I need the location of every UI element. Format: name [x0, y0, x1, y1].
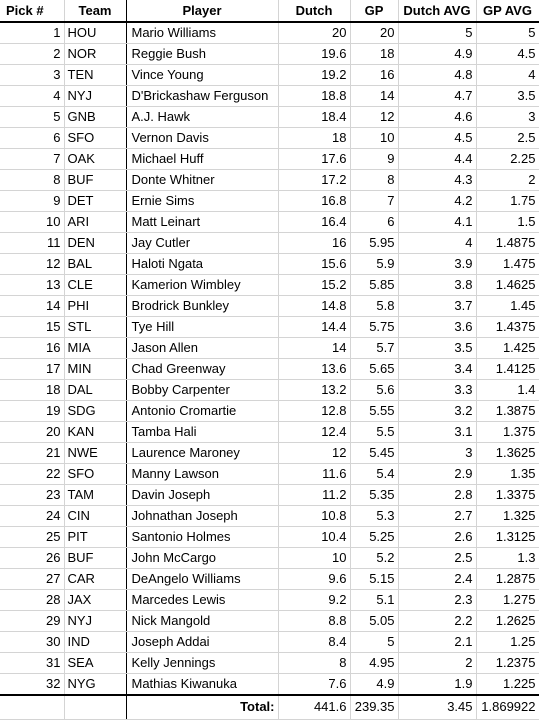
- cell-player[interactable]: Laurence Maroney: [126, 443, 278, 464]
- cell-pick[interactable]: 2: [0, 44, 64, 65]
- cell-dutch-avg[interactable]: 4.5: [398, 128, 476, 149]
- cell-gp-avg[interactable]: 1.425: [476, 338, 539, 359]
- cell-gp-avg[interactable]: 2.25: [476, 149, 539, 170]
- cell-dutch[interactable]: 10.4: [278, 527, 350, 548]
- cell-dutch[interactable]: 16.8: [278, 191, 350, 212]
- cell-team[interactable]: TEN: [64, 65, 126, 86]
- cell-team[interactable]: NYJ: [64, 611, 126, 632]
- cell-gp[interactable]: 5.55: [350, 401, 398, 422]
- cell-pick[interactable]: 30: [0, 632, 64, 653]
- cell-player[interactable]: Marcedes Lewis: [126, 590, 278, 611]
- cell-pick[interactable]: 17: [0, 359, 64, 380]
- cell-dutch[interactable]: 15.2: [278, 275, 350, 296]
- cell-dutch[interactable]: 12: [278, 443, 350, 464]
- cell-gp-avg[interactable]: 3: [476, 107, 539, 128]
- column-header-dutch-avg[interactable]: Dutch AVG: [398, 0, 476, 22]
- cell-dutch[interactable]: 18: [278, 128, 350, 149]
- cell-player[interactable]: Kelly Jennings: [126, 653, 278, 674]
- cell-player[interactable]: Jay Cutler: [126, 233, 278, 254]
- table-row: [0, 422, 539, 443]
- cell-team[interactable]: JAX: [64, 590, 126, 611]
- cell-team[interactable]: BUF: [64, 170, 126, 191]
- cell-pick[interactable]: 26: [0, 548, 64, 569]
- cell-player[interactable]: Ernie Sims: [126, 191, 278, 212]
- cell-player[interactable]: Nick Mangold: [126, 611, 278, 632]
- cell-gp[interactable]: 4.9: [350, 674, 398, 696]
- cell-gp-avg[interactable]: 1.3: [476, 548, 539, 569]
- cell-team[interactable]: SEA: [64, 653, 126, 674]
- cell-gp[interactable]: 5.75: [350, 317, 398, 338]
- cell-player[interactable]: Donte Whitner: [126, 170, 278, 191]
- cell-player[interactable]: Chad Greenway: [126, 359, 278, 380]
- table-row: [0, 359, 539, 380]
- cell-gp[interactable]: 5.95: [350, 233, 398, 254]
- cell-pick[interactable]: 12: [0, 254, 64, 275]
- table-row: [0, 65, 539, 86]
- cell-pick[interactable]: 27: [0, 569, 64, 590]
- cell-dutch-avg[interactable]: 4.3: [398, 170, 476, 191]
- table-row: [0, 170, 539, 191]
- cell-gp[interactable]: 5.15: [350, 569, 398, 590]
- cell-pick[interactable]: 25: [0, 527, 64, 548]
- cell-pick[interactable]: 8: [0, 170, 64, 191]
- cell-player[interactable]: John McCargo: [126, 548, 278, 569]
- table-row: [0, 86, 539, 107]
- cell-team[interactable]: CLE: [64, 275, 126, 296]
- cell-player[interactable]: Johnathan Joseph: [126, 506, 278, 527]
- cell-dutch-avg[interactable]: 2.5: [398, 548, 476, 569]
- total-empty-cell[interactable]: [0, 695, 64, 719]
- cell-gp-avg[interactable]: 3.5: [476, 86, 539, 107]
- cell-dutch[interactable]: 10: [278, 548, 350, 569]
- table-row: [0, 317, 539, 338]
- cell-dutch[interactable]: 10.8: [278, 506, 350, 527]
- cell-dutch-avg[interactable]: 3.6: [398, 317, 476, 338]
- cell-gp-avg[interactable]: 1.5: [476, 212, 539, 233]
- cell-dutch-avg[interactable]: 2.8: [398, 485, 476, 506]
- cell-dutch[interactable]: 14.8: [278, 296, 350, 317]
- cell-dutch[interactable]: 11.6: [278, 464, 350, 485]
- cell-team[interactable]: BAL: [64, 254, 126, 275]
- cell-gp-avg[interactable]: 1.375: [476, 422, 539, 443]
- cell-dutch-avg[interactable]: 2.4: [398, 569, 476, 590]
- header-row: [0, 0, 539, 22]
- cell-dutch[interactable]: 8.4: [278, 632, 350, 653]
- cell-player[interactable]: Matt Leinart: [126, 212, 278, 233]
- cell-dutch[interactable]: 19.6: [278, 44, 350, 65]
- cell-dutch-avg[interactable]: 3.5: [398, 338, 476, 359]
- cell-gp-avg[interactable]: 1.2875: [476, 569, 539, 590]
- cell-player[interactable]: DeAngelo Williams: [126, 569, 278, 590]
- cell-gp-avg[interactable]: 4.5: [476, 44, 539, 65]
- cell-team[interactable]: BUF: [64, 548, 126, 569]
- cell-dutch-avg[interactable]: 2.7: [398, 506, 476, 527]
- table-row: [0, 464, 539, 485]
- cell-pick[interactable]: 13: [0, 275, 64, 296]
- table-row: [0, 254, 539, 275]
- cell-dutch-avg[interactable]: 2.6: [398, 527, 476, 548]
- cell-player[interactable]: Jason Allen: [126, 338, 278, 359]
- table-row: [0, 674, 539, 696]
- cell-gp[interactable]: 20: [350, 22, 398, 44]
- cell-dutch-avg[interactable]: 3.3: [398, 380, 476, 401]
- column-header-gp-avg[interactable]: GP AVG: [476, 0, 539, 22]
- cell-team[interactable]: KAN: [64, 422, 126, 443]
- cell-dutch[interactable]: 12.4: [278, 422, 350, 443]
- cell-pick[interactable]: 16: [0, 338, 64, 359]
- table-row: [0, 443, 539, 464]
- cell-dutch-avg[interactable]: 3.7: [398, 296, 476, 317]
- cell-gp[interactable]: 12: [350, 107, 398, 128]
- cell-player[interactable]: Haloti Ngata: [126, 254, 278, 275]
- cell-dutch[interactable]: 19.2: [278, 65, 350, 86]
- cell-gp[interactable]: 5.7: [350, 338, 398, 359]
- cell-dutch-avg[interactable]: 4.9: [398, 44, 476, 65]
- cell-dutch-avg[interactable]: 4: [398, 233, 476, 254]
- cell-team[interactable]: OAK: [64, 149, 126, 170]
- total-gp[interactable]: 239.35: [350, 695, 398, 719]
- table-row: [0, 107, 539, 128]
- cell-dutch-avg[interactable]: 3.2: [398, 401, 476, 422]
- cell-gp-avg[interactable]: 1.45: [476, 296, 539, 317]
- total-label[interactable]: Total:: [126, 695, 278, 719]
- column-header-dutch[interactable]: Dutch: [278, 0, 350, 22]
- table-row: [0, 44, 539, 65]
- cell-gp[interactable]: 5.85: [350, 275, 398, 296]
- cell-gp-avg[interactable]: 1.2625: [476, 611, 539, 632]
- table-row: [0, 485, 539, 506]
- cell-dutch[interactable]: 18.4: [278, 107, 350, 128]
- table-row: [0, 527, 539, 548]
- cell-team[interactable]: DAL: [64, 380, 126, 401]
- cell-player[interactable]: Manny Lawson: [126, 464, 278, 485]
- table-row: [0, 191, 539, 212]
- cell-dutch[interactable]: 9.6: [278, 569, 350, 590]
- cell-gp[interactable]: 5.8: [350, 296, 398, 317]
- cell-gp[interactable]: 5.3: [350, 506, 398, 527]
- table-row: [0, 590, 539, 611]
- cell-player[interactable]: A.J. Hawk: [126, 107, 278, 128]
- cell-gp[interactable]: 16: [350, 65, 398, 86]
- cell-player[interactable]: Kamerion Wimbley: [126, 275, 278, 296]
- cell-gp-avg[interactable]: 1.325: [476, 506, 539, 527]
- cell-dutch-avg[interactable]: 4.1: [398, 212, 476, 233]
- total-dutch[interactable]: 441.6: [278, 695, 350, 719]
- cell-gp-avg[interactable]: 1.3125: [476, 527, 539, 548]
- cell-player[interactable]: Brodrick Bunkley: [126, 296, 278, 317]
- cell-gp[interactable]: 18: [350, 44, 398, 65]
- cell-gp-avg[interactable]: 1.3875: [476, 401, 539, 422]
- cell-gp[interactable]: 5.4: [350, 464, 398, 485]
- cell-pick[interactable]: 15: [0, 317, 64, 338]
- cell-pick[interactable]: 7: [0, 149, 64, 170]
- cell-player[interactable]: Reggie Bush: [126, 44, 278, 65]
- cell-gp-avg[interactable]: 4: [476, 65, 539, 86]
- cell-player[interactable]: Michael Huff: [126, 149, 278, 170]
- cell-team[interactable]: PIT: [64, 527, 126, 548]
- cell-gp-avg[interactable]: 1.75: [476, 191, 539, 212]
- table-row: [0, 338, 539, 359]
- cell-gp-avg[interactable]: 2.5: [476, 128, 539, 149]
- cell-dutch-avg[interactable]: 2: [398, 653, 476, 674]
- cell-pick[interactable]: 19: [0, 401, 64, 422]
- cell-gp[interactable]: 5.35: [350, 485, 398, 506]
- cell-gp[interactable]: 5.5: [350, 422, 398, 443]
- cell-team[interactable]: NWE: [64, 443, 126, 464]
- cell-gp[interactable]: 5.05: [350, 611, 398, 632]
- cell-pick[interactable]: 32: [0, 674, 64, 696]
- cell-dutch-avg[interactable]: 2.3: [398, 590, 476, 611]
- cell-team[interactable]: GNB: [64, 107, 126, 128]
- cell-dutch[interactable]: 11.2: [278, 485, 350, 506]
- cell-gp[interactable]: 8: [350, 170, 398, 191]
- cell-dutch-avg[interactable]: 2.9: [398, 464, 476, 485]
- cell-dutch[interactable]: 9.2: [278, 590, 350, 611]
- cell-pick[interactable]: 3: [0, 65, 64, 86]
- cell-pick[interactable]: 5: [0, 107, 64, 128]
- cell-dutch-avg[interactable]: 3: [398, 443, 476, 464]
- cell-dutch-avg[interactable]: 3.8: [398, 275, 476, 296]
- cell-player[interactable]: Santonio Holmes: [126, 527, 278, 548]
- cell-pick[interactable]: 23: [0, 485, 64, 506]
- cell-team[interactable]: DEN: [64, 233, 126, 254]
- cell-dutch-avg[interactable]: 4.8: [398, 65, 476, 86]
- cell-player[interactable]: Davin Joseph: [126, 485, 278, 506]
- cell-dutch[interactable]: 17.2: [278, 170, 350, 191]
- cell-gp[interactable]: 5.25: [350, 527, 398, 548]
- cell-dutch[interactable]: 12.8: [278, 401, 350, 422]
- cell-dutch[interactable]: 13.2: [278, 380, 350, 401]
- cell-dutch[interactable]: 8.8: [278, 611, 350, 632]
- cell-dutch-avg[interactable]: 1.9: [398, 674, 476, 696]
- cell-dutch-avg[interactable]: 4.4: [398, 149, 476, 170]
- cell-dutch-avg[interactable]: 3.4: [398, 359, 476, 380]
- cell-team[interactable]: IND: [64, 632, 126, 653]
- table-row: [0, 233, 539, 254]
- cell-gp-avg[interactable]: 1.4: [476, 380, 539, 401]
- cell-gp[interactable]: 5.65: [350, 359, 398, 380]
- cell-pick[interactable]: 21: [0, 443, 64, 464]
- table-row: [0, 380, 539, 401]
- cell-player[interactable]: Mario Williams: [126, 22, 278, 44]
- total-empty-cell[interactable]: [64, 695, 126, 719]
- cell-gp-avg[interactable]: 1.475: [476, 254, 539, 275]
- table-row: [0, 296, 539, 317]
- cell-pick[interactable]: 28: [0, 590, 64, 611]
- cell-pick[interactable]: 31: [0, 653, 64, 674]
- cell-dutch[interactable]: 14.4: [278, 317, 350, 338]
- table-row: [0, 212, 539, 233]
- cell-pick[interactable]: 29: [0, 611, 64, 632]
- cell-gp[interactable]: 10: [350, 128, 398, 149]
- cell-dutch[interactable]: 20: [278, 22, 350, 44]
- table-row: [0, 548, 539, 569]
- column-header-player[interactable]: Player: [126, 0, 278, 22]
- cell-dutch[interactable]: 18.8: [278, 86, 350, 107]
- cell-dutch[interactable]: 7.6: [278, 674, 350, 696]
- cell-team[interactable]: MIA: [64, 338, 126, 359]
- cell-player[interactable]: Antonio Cromartie: [126, 401, 278, 422]
- cell-pick[interactable]: 22: [0, 464, 64, 485]
- cell-pick[interactable]: 11: [0, 233, 64, 254]
- cell-gp[interactable]: 5.6: [350, 380, 398, 401]
- cell-gp-avg[interactable]: 5: [476, 22, 539, 44]
- cell-player[interactable]: Joseph Addai: [126, 632, 278, 653]
- cell-pick[interactable]: 4: [0, 86, 64, 107]
- cell-dutch-avg[interactable]: 2.2: [398, 611, 476, 632]
- cell-gp[interactable]: 5.45: [350, 443, 398, 464]
- column-header-pick[interactable]: Pick #: [0, 0, 64, 22]
- cell-gp-avg[interactable]: 2: [476, 170, 539, 191]
- cell-team[interactable]: CIN: [64, 506, 126, 527]
- cell-pick[interactable]: 20: [0, 422, 64, 443]
- cell-gp[interactable]: 14: [350, 86, 398, 107]
- cell-team[interactable]: TAM: [64, 485, 126, 506]
- total-gp-avg[interactable]: 1.869922: [476, 695, 539, 719]
- cell-gp-avg[interactable]: 1.3375: [476, 485, 539, 506]
- cell-pick[interactable]: 1: [0, 22, 64, 44]
- cell-player[interactable]: Bobby Carpenter: [126, 380, 278, 401]
- cell-dutch[interactable]: 16.4: [278, 212, 350, 233]
- cell-gp-avg[interactable]: 1.25: [476, 632, 539, 653]
- cell-player[interactable]: Tamba Hali: [126, 422, 278, 443]
- cell-team[interactable]: NOR: [64, 44, 126, 65]
- cell-gp[interactable]: 9: [350, 149, 398, 170]
- table-row: [0, 611, 539, 632]
- cell-dutch[interactable]: 15.6: [278, 254, 350, 275]
- table-row: [0, 22, 539, 44]
- cell-gp-avg[interactable]: 1.4875: [476, 233, 539, 254]
- cell-team[interactable]: STL: [64, 317, 126, 338]
- cell-gp[interactable]: 5.1: [350, 590, 398, 611]
- cell-gp-avg[interactable]: 1.35: [476, 464, 539, 485]
- cell-player[interactable]: Tye Hill: [126, 317, 278, 338]
- cell-dutch-avg[interactable]: 2.1: [398, 632, 476, 653]
- cell-dutch[interactable]: 14: [278, 338, 350, 359]
- cell-team[interactable]: SDG: [64, 401, 126, 422]
- cell-team[interactable]: SFO: [64, 464, 126, 485]
- cell-pick[interactable]: 14: [0, 296, 64, 317]
- table-row: [0, 506, 539, 527]
- cell-dutch[interactable]: 8: [278, 653, 350, 674]
- cell-gp[interactable]: 4.95: [350, 653, 398, 674]
- cell-pick[interactable]: 6: [0, 128, 64, 149]
- cell-dutch-avg[interactable]: 4.6: [398, 107, 476, 128]
- cell-gp-avg[interactable]: 1.2375: [476, 653, 539, 674]
- cell-gp-avg[interactable]: 1.4375: [476, 317, 539, 338]
- cell-pick[interactable]: 10: [0, 212, 64, 233]
- cell-gp[interactable]: 5: [350, 632, 398, 653]
- table-row: [0, 128, 539, 149]
- cell-team[interactable]: HOU: [64, 22, 126, 44]
- table-row: [0, 653, 539, 674]
- table-row: [0, 569, 539, 590]
- cell-pick[interactable]: 9: [0, 191, 64, 212]
- cell-gp[interactable]: 5.9: [350, 254, 398, 275]
- cell-team[interactable]: ARI: [64, 212, 126, 233]
- cell-player[interactable]: Vince Young: [126, 65, 278, 86]
- cell-dutch[interactable]: 17.6: [278, 149, 350, 170]
- cell-player[interactable]: Mathias Kiwanuka: [126, 674, 278, 696]
- cell-team[interactable]: DET: [64, 191, 126, 212]
- column-header-team[interactable]: Team: [64, 0, 126, 22]
- cell-dutch[interactable]: 16: [278, 233, 350, 254]
- cell-player[interactable]: Vernon Davis: [126, 128, 278, 149]
- cell-gp[interactable]: 5.2: [350, 548, 398, 569]
- cell-dutch-avg[interactable]: 4.7: [398, 86, 476, 107]
- total-row: [0, 695, 539, 719]
- cell-gp-avg[interactable]: 1.275: [476, 590, 539, 611]
- table-row: [0, 401, 539, 422]
- cell-gp-avg[interactable]: 1.4625: [476, 275, 539, 296]
- cell-team[interactable]: SFO: [64, 128, 126, 149]
- cell-dutch-avg[interactable]: 3.9: [398, 254, 476, 275]
- cell-dutch-avg[interactable]: 5: [398, 22, 476, 44]
- table-row: [0, 149, 539, 170]
- table-body: [0, 22, 539, 695]
- cell-team[interactable]: NYG: [64, 674, 126, 696]
- table-row: [0, 275, 539, 296]
- cell-dutch-avg[interactable]: 3.1: [398, 422, 476, 443]
- cell-dutch[interactable]: 13.6: [278, 359, 350, 380]
- cell-gp[interactable]: 6: [350, 212, 398, 233]
- cell-gp[interactable]: 7: [350, 191, 398, 212]
- cell-pick[interactable]: 24: [0, 506, 64, 527]
- cell-team[interactable]: CAR: [64, 569, 126, 590]
- cell-team[interactable]: NYJ: [64, 86, 126, 107]
- table-row: [0, 632, 539, 653]
- cell-gp-avg[interactable]: 1.225: [476, 674, 539, 696]
- cell-pick[interactable]: 18: [0, 380, 64, 401]
- column-header-gp[interactable]: GP: [350, 0, 398, 22]
- cell-gp-avg[interactable]: 1.3625: [476, 443, 539, 464]
- cell-gp-avg[interactable]: 1.4125: [476, 359, 539, 380]
- cell-dutch-avg[interactable]: 4.2: [398, 191, 476, 212]
- cell-team[interactable]: MIN: [64, 359, 126, 380]
- cell-team[interactable]: PHI: [64, 296, 126, 317]
- total-dutch-avg[interactable]: 3.45: [398, 695, 476, 719]
- cell-player[interactable]: D'Brickashaw Ferguson: [126, 86, 278, 107]
